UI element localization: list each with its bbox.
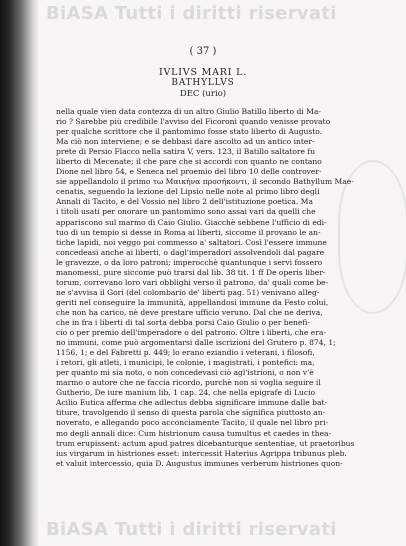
watermark-bottom: BiASA Tutti i diritti riservati [46, 519, 337, 540]
text-line: noverato, e allegando poco acconciamente Tacito, il quale nel libro pri- [56, 418, 329, 428]
inscription-line-2: BATHYLLVS [171, 78, 235, 88]
text-line: i titoli usati per onorare un pantomimo sono assai vari da quelli che [56, 207, 316, 217]
text-line: che non ha carico, nè deve prestare ufficio veruno. Dal che ne deriva, [56, 307, 323, 317]
text-line: et valuit intercessio, quia D. Augustus immunes verberum histriones quon- [56, 458, 343, 468]
text-line: Acilio Eutica afferma che adlectus debba significare immune dalle bat- [56, 398, 328, 408]
text-line: ius virgarum in histriones esset: intercessit Haterius Agrippa tribunus pleb. [56, 448, 347, 458]
page-number: ( 37 ) [189, 46, 217, 57]
text-line: torum, correvano loro vari obblighi verso il patrono, da' quali come be- [56, 277, 329, 287]
text-line: Dione nel libro 54, e Seneca nel proemio del libro 10 delle controver- [56, 167, 322, 177]
text-line: geriti nel conseguire la immunità, appellandosi immune da Festo colui, [56, 297, 329, 307]
text-line: cio o per premio dell'imperadore o del patrono. Oltre i liberti, che era- [56, 328, 326, 338]
text-line: concedeasi anche ai liberti, o dagl'imperadori assolvendoli dal pagare [56, 247, 325, 257]
inscription-line-1: IVLIVS MARI L. [158, 67, 248, 78]
text-line: rio ? Sarebbe più credibile l'avviso del Ficoroni quando venisse provato [56, 117, 331, 127]
text-line: Annali di Tacito, e del Vossio nel libro 2 dell'istituzione poetica. Ma [56, 197, 313, 207]
text-line: ne s'avvisa il Gori (del colombario de' liberti pag. 51) venivano alleg- [56, 287, 320, 297]
text-line: liberto di Mecenate; il che pare che si accordi con quanto ne contano [56, 157, 322, 167]
text-line: mo degli annali dice: Cum histrionum causa tumultus et caedes in thea- [56, 428, 332, 438]
text-line: appariscono sul marmo di Caio Giulio. Giacchè sebbene l'ufficio di edi- [56, 217, 327, 227]
inscription-line-3: DEC (urio) [179, 89, 227, 99]
text-line: manomessi, pure siccome può trarsi dal lib. 38 tit. 1 ff De operis liber- [56, 267, 326, 277]
text-line: i retori, gli atleti, i municipi, le colonie, i magistrati, i pontefici: ma, [56, 358, 315, 368]
watermark-top: BiASA Tutti i diritti riservati [46, 3, 337, 24]
text-line: marmo o autore che ne faccia ricordo, purchè non si voglia seguire il [56, 378, 321, 388]
text-line: trum erupissent: actum apud patres dicebanturque sententiae, ut praetoribus [56, 438, 355, 448]
text-line: prete di Persio Flacco nella satira V, vers. 123, il Batillo saltatore fu [56, 147, 316, 157]
text-line: per quanto mi sia noto, o non concedevasi ciò agl'istrioni, o non v'è [56, 368, 314, 378]
text-line: nella quale vien data contezza di un altro Giulio Batillo liberto di Ma- [56, 107, 321, 116]
text-line: sie appellandolo il primo τω Μαικήνα προσήκοντι, il secondo Bathyllum Mae- [56, 177, 354, 187]
text-line: per qualche scrittore che il pantomimo fosse stato liberto di Augusto. [56, 127, 323, 137]
text-line: no immuni, come può argomentarsi dalle iscrizioni del Grutero p. 874, 1; [56, 338, 336, 348]
text-line: che in fra i liberti di tal sorta debba porsi Caio Giulio o per benefi- [56, 317, 310, 327]
body-text [56, 107, 356, 469]
text-line: Ma ciò non interviene; e se debbasi dare ascolto ad un antico inter- [56, 137, 315, 147]
text-line: 1156, 1; e del Fabretti p. 449; lo erano eziandio i veterani, i filosofi, [56, 348, 315, 358]
text-line: titure, travolgendo il senso di questa parola che significa piuttosto an- [56, 408, 326, 418]
text-line: Gutherio, De iure manium lib. 1 cap. 24, che nella epigrafe di Lucio [56, 388, 316, 398]
text-line: tiche lapidi, noi veggo poi commesso a' saltatori. Così l'essere immune [56, 237, 327, 247]
text-line: tuo di un tempio si desse in Roma ai liberti, siccome il provano le an- [56, 227, 321, 237]
text-line: cenatis, seguendo la lezione del Lipsio nelle note al primo libro degli [56, 187, 320, 197]
text-line: le gravezze, o da loro patroni; imperocchè quantunque i servi fossero [56, 257, 323, 267]
